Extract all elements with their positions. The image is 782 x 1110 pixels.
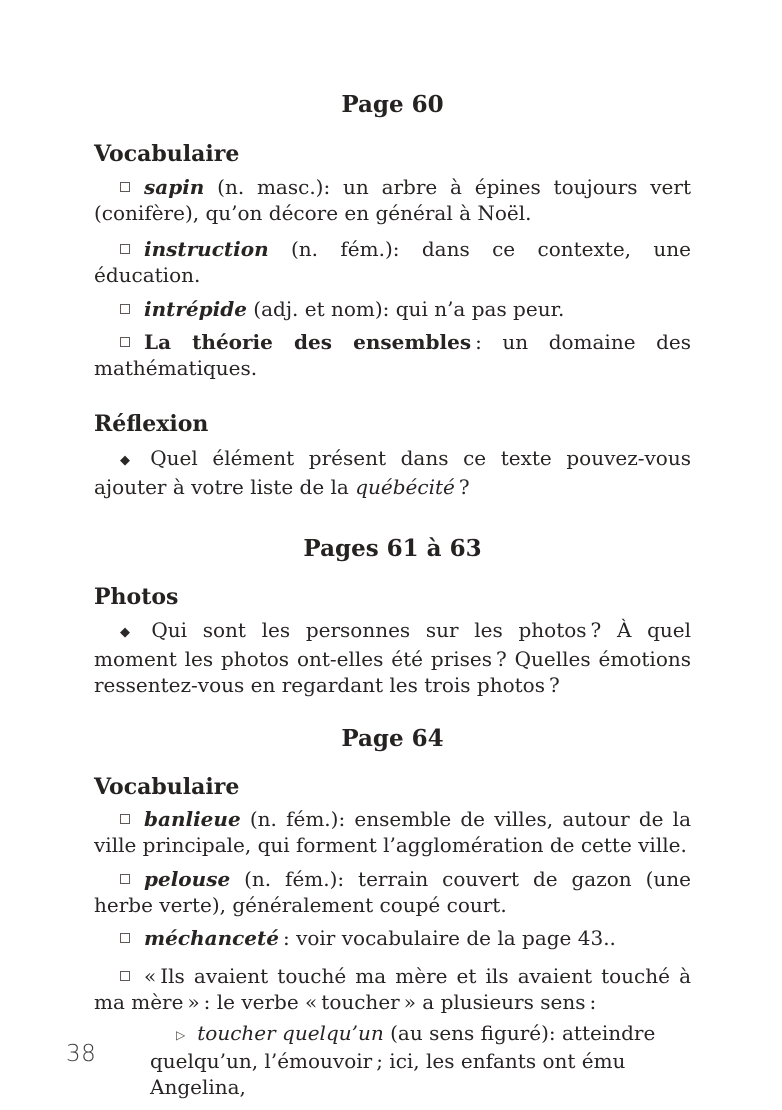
square-bullet-icon <box>120 244 130 254</box>
vocab-item-theorie-des-ensembles <box>94 329 691 381</box>
square-bullet-icon <box>120 337 130 347</box>
vocab-definition: (n. masc.): un arbre à épines toujours vert (conifère), qu’on décore en général à Noël. <box>94 175 691 225</box>
diamond-bullet-icon <box>120 446 150 470</box>
vocabulaire-heading-1: Vocabulaire <box>94 141 240 167</box>
vocab-term: pelouse <box>144 867 231 891</box>
vocab-item-sapin <box>94 174 691 226</box>
vocab-term: banlieue <box>144 807 241 831</box>
vocab-definition: (n. fém.): ensemble de villes, autour de la ville principale, qui forment l’agglomération de cette ville. <box>94 807 691 857</box>
vocab-item-banlieue <box>94 806 691 858</box>
square-bullet-icon <box>120 971 130 981</box>
vocab-item-intrepide <box>94 296 691 322</box>
vocab-definition: (n. fém.): dans ce contexte, une éducation. <box>94 237 691 287</box>
page-content <box>94 0 691 1100</box>
page-number: 38 <box>66 1041 97 1067</box>
page-60-heading: Page 60 <box>341 91 444 118</box>
sub-item-toucher-quelquun <box>150 1020 691 1100</box>
vocab-definition: : un domaine des mathématiques. <box>94 330 691 380</box>
question-term: québécité <box>355 475 455 499</box>
photos-heading: Photos <box>94 584 179 610</box>
vocab-term: La théorie des ensembles <box>144 330 472 354</box>
photos-question <box>94 617 691 698</box>
square-bullet-icon <box>120 874 130 884</box>
vocab-item-quote-toucher <box>94 963 691 1015</box>
vocab-term: instruction <box>144 237 269 261</box>
triangle-bullet-icon <box>176 1021 197 1045</box>
pages-61-63-heading: Pages 61 à 63 <box>303 535 482 562</box>
vocab-term: méchanceté <box>144 926 279 950</box>
vocab-definition: : voir vocabulaire de la page 43.. <box>278 926 616 950</box>
question-punctuation: ? <box>454 475 470 499</box>
vocab-term: sapin <box>144 175 205 199</box>
vocab-definition: (adj. et nom): qui n’a pas peur. <box>246 297 565 321</box>
diamond-bullet-icon <box>120 618 151 642</box>
square-bullet-icon <box>120 182 130 192</box>
vocab-term: intrépide <box>144 297 247 321</box>
vocab-item-instruction <box>94 236 691 288</box>
square-bullet-icon <box>120 304 130 314</box>
page-64-heading: Page 64 <box>341 725 444 752</box>
quote-text: « Ils avaient touché ma mère et ils avaient touché à ma mère » : le verbe « toucher » a plusieurs sens : <box>94 964 691 1014</box>
square-bullet-icon <box>120 933 130 943</box>
question-text: Qui sont les personnes sur les photos ? À quel moment les photos ont-elles été prises ? Quelles émotions ressentez-vous en regardant les trois photos ? <box>94 618 691 697</box>
vocabulaire-heading-2: Vocabulaire <box>94 774 240 800</box>
vocab-item-mechancete <box>94 925 691 951</box>
question-text: Quel élément présent dans ce texte pouvez-vous ajouter à votre liste de la <box>94 446 691 499</box>
sub-item-term: toucher quelqu’un <box>197 1021 384 1045</box>
reflexion-heading: Réflexion <box>94 411 209 437</box>
reflexion-question <box>94 445 691 500</box>
square-bullet-icon <box>120 814 130 824</box>
vocab-definition: (n. fém.): terrain couvert de gazon (une herbe verte), généralement coupé court. <box>94 867 691 917</box>
sub-item-definition: (au sens figuré): atteindre quelqu’un, l’émouvoir ; ici, les enfants ont ému Angelina, <box>150 1021 656 1099</box>
vocab-item-pelouse <box>94 866 691 918</box>
